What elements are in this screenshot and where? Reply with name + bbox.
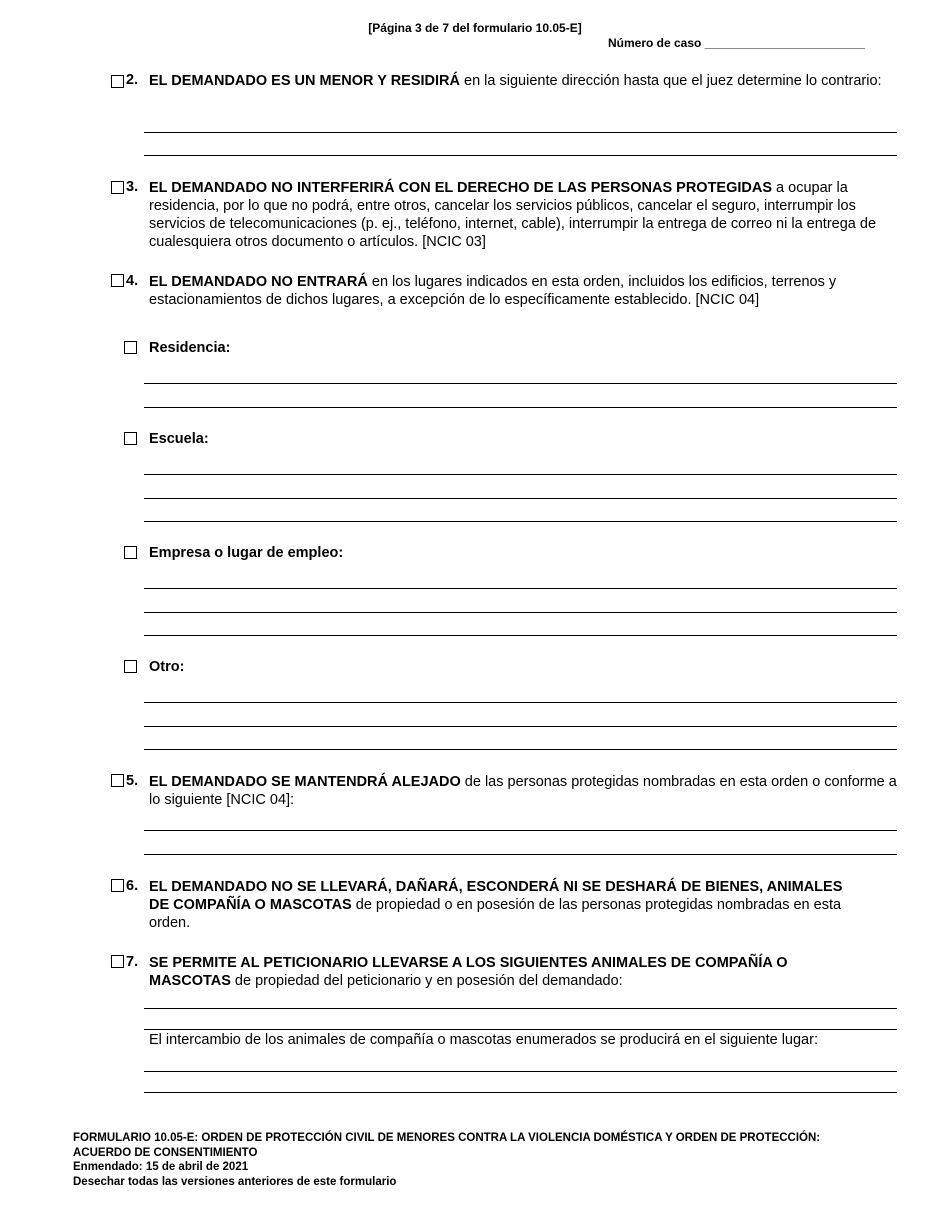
item-5-checkbox[interactable] [111, 774, 124, 787]
item-6-body: de propiedad o en posesión de las personas protegidas nombradas en esta orden. [149, 897, 842, 931]
item-6-heading: EL DEMANDADO NO SE LLEVARÁ, DAÑARÁ, ESCONDERÁ NI SE DESHARÁ DE BIENES, ANIMALES DE COMPAÑÍA O MASCOTAS [149, 879, 843, 913]
item-3-checkbox[interactable] [111, 181, 124, 194]
item-2-number: 2. [126, 72, 139, 88]
item-2-text [149, 72, 899, 90]
workplace-answer-line[interactable] [144, 612, 897, 613]
footer-form-title: FORMULARIO 10.05-E: ORDEN DE PROTECCIÓN CIVIL DE MENORES CONTRA LA VIOLENCIA DOMÉSTICA Y ORDEN DE PROTECCIÓN: [73, 1132, 821, 1144]
school-checkbox[interactable] [124, 432, 137, 445]
item-5-heading: EL DEMANDADO SE MANTENDRÁ ALEJADO [149, 774, 461, 790]
item-5-number: 5. [126, 773, 139, 789]
item-7-heading: SE PERMITE AL PETICIONARIO LLEVARSE A LOS SIGUIENTES ANIMALES DE COMPAÑÍA O MASCOTAS [149, 955, 788, 989]
item-4-text [149, 273, 899, 309]
item-4-heading: EL DEMANDADO NO ENTRARÁ [149, 274, 368, 290]
item-2-heading: EL DEMANDADO ES UN MENOR Y RESIDIRÁ [149, 73, 460, 89]
item-6-number: 6. [126, 878, 139, 894]
item-2-checkbox[interactable] [111, 75, 124, 88]
residence-answer-line[interactable] [144, 383, 897, 384]
item-7-text [149, 954, 859, 990]
residence-checkbox[interactable] [124, 341, 137, 354]
item-7-body: de propiedad del peticionario y en posesión del demandado: [230, 973, 623, 989]
residence-label: Residencia: [149, 340, 231, 356]
school-answer-line[interactable] [144, 521, 897, 522]
other-location-label: Otro: [149, 659, 185, 675]
item-2-answer-line[interactable] [144, 155, 897, 156]
item-6-text [149, 878, 854, 932]
item-7-checkbox[interactable] [111, 955, 124, 968]
page-indicator: [Página 3 de 7 del formulario 10.05-E] [368, 21, 582, 35]
workplace-label: Empresa o lugar de empleo: [149, 545, 344, 561]
item-5-body: de las personas protegidas nombradas en esta orden o conforme a lo siguiente [NCIC 04]: [149, 774, 897, 808]
residence-answer-line[interactable] [144, 407, 897, 408]
workplace-answer-line[interactable] [144, 588, 897, 589]
school-answer-line[interactable] [144, 474, 897, 475]
workplace-answer-line[interactable] [144, 635, 897, 636]
school-answer-line[interactable] [144, 498, 897, 499]
pet-exchange-answer-line[interactable] [144, 1092, 897, 1093]
item-7-answer-line[interactable] [144, 1029, 897, 1030]
workplace-checkbox[interactable] [124, 546, 137, 559]
pet-exchange-text: El intercambio de los animales de compañía o mascotas enumerados se producirá en el siguiente lugar: [149, 1032, 818, 1048]
footer-form-subtitle: ACUERDO DE CONSENTIMIENTO [73, 1146, 258, 1159]
pet-exchange-answer-line[interactable] [144, 1071, 897, 1072]
item-5-answer-line[interactable] [144, 830, 897, 831]
other-location-answer-line[interactable] [144, 702, 897, 703]
item-3-text [149, 179, 899, 251]
other-location-checkbox[interactable] [124, 660, 137, 673]
other-location-answer-line[interactable] [144, 726, 897, 727]
item-4-body: en los lugares indicados en esta orden, incluidos los edificios, terrenos y estacionamientos de dichos lugares, a excepción de lo específicamente establecido. [NCIC 04] [149, 274, 837, 308]
item-5-text [149, 773, 899, 809]
footer-discard-note: Desechar todas las versiones anteriores de este formulario [73, 1175, 397, 1188]
footer-amended-date: Enmendado: 15 de abril de 2021 [73, 1161, 249, 1173]
item-4-checkbox[interactable] [111, 274, 124, 287]
case-number-field[interactable]: Número de caso ________________________ [608, 36, 865, 50]
form-footer [73, 1131, 820, 1189]
item-3-heading: EL DEMANDADO NO INTERFERIRÁ CON EL DERECHO DE LAS PERSONAS PROTEGIDAS [149, 180, 773, 196]
item-4-number: 4. [126, 273, 139, 289]
item-3-number: 3. [126, 179, 139, 195]
item-5-answer-line[interactable] [144, 854, 897, 855]
item-2-answer-line[interactable] [144, 132, 897, 133]
item-7-answer-line[interactable] [144, 1008, 897, 1009]
school-label: Escuela: [149, 431, 209, 447]
item-2-body: en la siguiente dirección hasta que el juez determine lo contrario: [460, 73, 882, 89]
item-6-checkbox[interactable] [111, 879, 124, 892]
other-location-answer-line[interactable] [144, 749, 897, 750]
item-7-number: 7. [126, 954, 139, 970]
item-3-body: a ocupar la residencia, por lo que no podrá, entre otros, cancelar los servicios públicos, cancelar el seguro, interrumpir los servicios de telecomunicaciones (p. ej., teléfono, internet, cable), interrumpir la entrega de correo ni la entrega de cualesquiera otros documento o artículos. [NCIC 03] [149, 180, 877, 250]
